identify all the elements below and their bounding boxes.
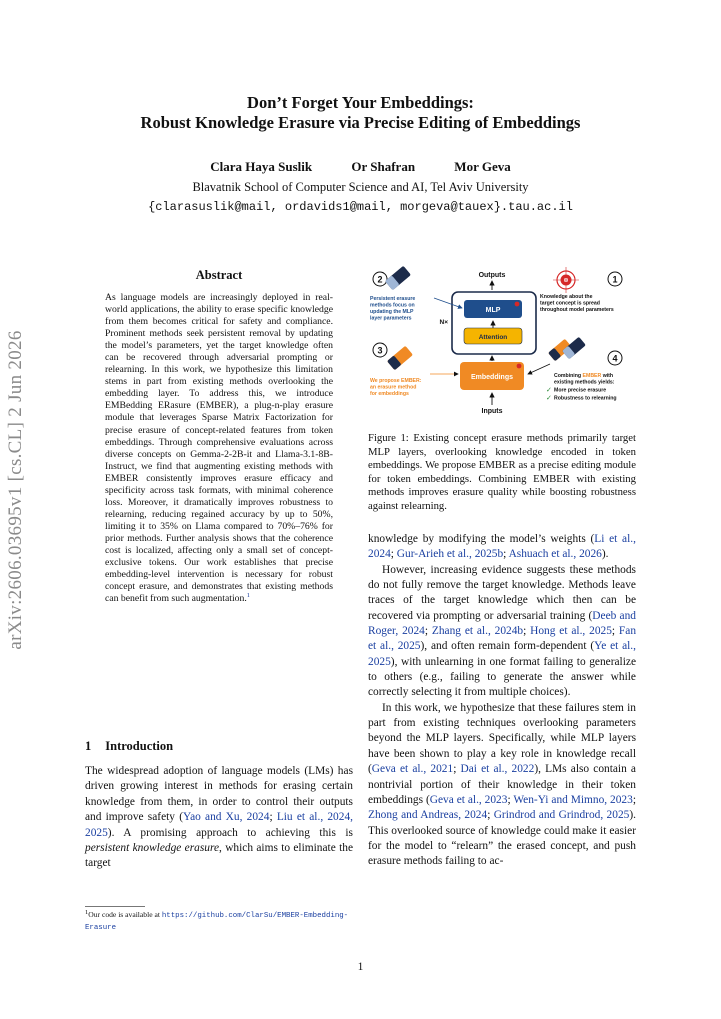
author-name: Or Shafran	[351, 159, 416, 174]
citation-link[interactable]: Liu et al., 2024, 2025	[85, 811, 353, 839]
citation-link[interactable]: Ye et al., 2025	[368, 640, 637, 668]
checkmark-icon: ✓	[546, 387, 552, 394]
author-name: Mor Geva	[454, 159, 511, 174]
citation-link[interactable]: Yao and Xu, 2024	[183, 811, 270, 824]
page-number: 1	[357, 961, 364, 973]
body-text: , which aims to eliminate the target	[85, 842, 354, 870]
knowledge-dot-icon	[515, 302, 520, 307]
author-emails: {clarasuslik@mail, ordavids1@mail, morgeva@tauex}.tau.ac.il	[148, 200, 573, 214]
step-2-number: 2	[377, 274, 383, 285]
section-number: 1	[85, 739, 92, 753]
step-4-number: 4	[612, 353, 618, 364]
section-heading	[85, 739, 173, 754]
paragraph: In this work, we hypothesize that these failures stem in part from existing techniques overlooking parameters beyond the MLP layers. Specifically, while MLP layers have been shown to play a key role in knowledge recall (Geva et al., 2021; Dai et al., 2022), LMs also contain a nontrivial portion of their knowledge in their token embeddings (Geva et al., 2023; Wen-Yi and Mimno, 2023; Zhong and Andreas, 2024; Grindrod and Grindrod, 2025). This overlooked source of knowledge could make it easier for the model to “relearn” the erased concept, and push erasure methods failing to ac-	[368, 701, 636, 868]
intro-paragraph	[85, 764, 353, 872]
paragraph: knowledge by modifying the model’s weights (Li et al., 2024; Gur-Arieh et al., 2025b; Ashuach et al., 2026).	[368, 533, 636, 561]
arxiv-identifier: arXiv:2606.03695v1 [cs.CL] 2 Jun 2026	[5, 330, 26, 650]
footnote-marker[interactable]: 1	[246, 592, 251, 600]
step-3-number: 3	[377, 345, 383, 356]
checkmark-icon: ✓	[546, 395, 552, 402]
figure-1-diagram	[368, 262, 638, 418]
footnote-number: 1	[85, 909, 89, 916]
inputs-label: Inputs	[481, 408, 503, 415]
emphasis-text: persistent knowledge erasure	[85, 842, 220, 855]
abstract-body	[105, 292, 333, 605]
attention-label: Attention	[478, 334, 508, 341]
step-2-text: Persistent erasure methods focus on updating the MLP layer parameters	[370, 296, 416, 322]
footnote	[85, 910, 353, 933]
step-3-text: We propose EMBER: an erasure method for embeddings	[370, 378, 422, 397]
abstract-heading: Abstract	[195, 268, 243, 282]
outputs-label: Outputs	[478, 272, 506, 279]
right-column-body	[368, 532, 636, 870]
arrow-step4-to-embeddings	[528, 364, 550, 374]
embeddings-label: Embeddings	[470, 374, 514, 381]
code-url-link[interactable]: https://github.com/ClarSu/EMBER-Embedding-Erasure	[85, 912, 349, 932]
eraser-blue-icon	[385, 266, 411, 291]
step-4-text: Combining EMBER with existing methods yields:	[554, 373, 615, 386]
author-list	[0, 159, 721, 175]
citation-link[interactable]: Grindrod and Grindrod, 2025	[493, 809, 630, 822]
combined-erasers-icon	[548, 337, 586, 362]
citation-link[interactable]: Zhang et al., 2024b	[431, 625, 524, 638]
target-icon	[553, 267, 579, 293]
footnote-text: Our code is available at	[88, 910, 162, 919]
body-text: ;	[269, 811, 277, 824]
section-title: Introduction	[105, 739, 174, 753]
citation-link[interactable]: Geva et al., 2023	[429, 793, 508, 806]
step-1-number: 1	[612, 274, 618, 285]
citation-link[interactable]: Hong et al., 2025	[530, 625, 612, 638]
title-line-1: Don’t Forget Your Embeddings:	[247, 93, 474, 112]
layer-count-label: N×	[439, 319, 448, 326]
knowledge-dot-icon	[517, 364, 522, 369]
citation-link[interactable]: Fan et al., 2025	[368, 625, 637, 653]
citation-link[interactable]: Geva et al., 2021	[371, 763, 454, 776]
figure-caption	[368, 432, 636, 514]
abstract-text: As language models are increasingly deployed in real-world applications, the ability to erase specific knowledge from them becomes critical for safety and compliance. Prominent methods seek persistent removal by updating the model’s parameters, yet the target knowledge often can be recovered through adversarial prompting or relearning. In this work, we hypothesize this limitation stems in part from existing methods overlooking the embedding layer. To address this, we introduce EMBedding ERasure (EMBER), a plug-n-play erasure module that leverages Sparse Matrix Factorization for precise erasure of concept-related features from token embeddings. Through comprehensive evaluations across diverse concepts on Gemma-2-2B-it and Llama-3.1-8B-Instruct, we find that augmenting existing methods with EMBER consistently improves erasure efficacy and specificity across task formats, with minimal coherence loss. Moreover, it dramatically improves robustness to relearning, reducing regained accuracy by up to 50%, limiting it to 35% on Llama compared to 70%–76% for prior methods. Further analysis shows that the coherence cost is localized, affecting only a small set of concept-exclusive tokens. Our work establishes that precise embedding-level intervention is necessary for robust concept erasure, and demonstrates that existing methods can benefit from such augmentation.	[105, 292, 333, 605]
title-line-2: Robust Knowledge Erasure via Precise Editing of Embeddings	[140, 113, 581, 132]
citation-link[interactable]: Gur-Arieh et al., 2025b	[396, 548, 504, 561]
step-1-text: Knowledge about the target concept is spread throughout model parameters	[540, 294, 614, 313]
mlp-label: MLP	[485, 307, 501, 314]
paragraph: However, increasing evidence suggests these methods do not fully remove the target knowledge. Methods leave traces of the target knowledge which then can be recovered via prompting or adversarial training (Deeb and Roger, 2024; Zhang et al., 2024b; Hong et al., 2025; Fan et al., 2025), and often remain form-dependent (Ye et al., 2025), with unlearning in one format failing to generalize to others (e.g., failing to generate the answer while correctly selecting it from multiple choices).	[368, 563, 637, 699]
figure-label: Figure 1:	[368, 432, 409, 444]
author-name: Clara Haya Suslik	[210, 159, 313, 174]
footnote-divider	[85, 906, 145, 907]
eraser-orange-icon	[387, 346, 413, 371]
citation-link[interactable]: Deeb and Roger, 2024	[368, 609, 637, 638]
body-text: ). A promising approach to achieving this is	[107, 826, 353, 839]
body-text: The widespread adoption of language models (LMs) has driven growing interest in methods for erasing certain knowledge from them, in order to control their outputs and improve safety (	[85, 765, 353, 824]
result-robustness: Robustness to relearning	[554, 395, 617, 402]
citation-link[interactable]: Zhong and Andreas, 2024	[368, 809, 488, 822]
paper-title	[0, 93, 721, 133]
citation-link[interactable]: Dai et al., 2022	[460, 763, 535, 776]
caption-text: Existing concept erasure methods primarily target MLP layers, overlooking knowledge encoded in token embeddings. We propose EMBER as a precise editing module for token embeddings. Combining EMBER with existing methods improves erasure quality while boosting robustness against relearning.	[368, 432, 636, 512]
citation-link[interactable]: Wen-Yi and Mimno, 2023	[513, 793, 633, 806]
arrow-step2-to-mlp	[434, 298, 462, 308]
citation-link[interactable]: Ashuach et al., 2026	[508, 548, 602, 561]
affiliation: Blavatnik School of Computer Science and AI, Tel Aviv University	[192, 180, 529, 194]
result-precise-erasure: More precise erasure	[554, 387, 607, 394]
citation-link[interactable]: Li et al., 2024	[368, 533, 636, 561]
